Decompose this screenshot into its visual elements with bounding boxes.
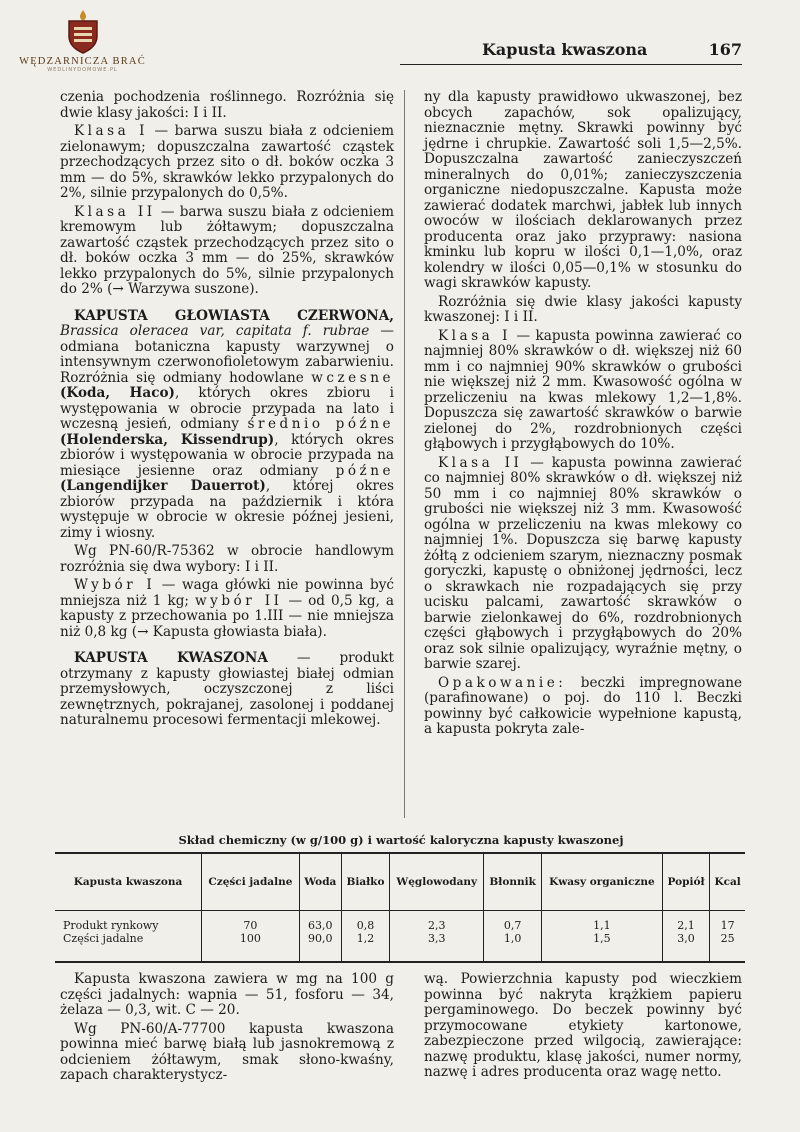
entry-kapusta-czerwona: KAPUSTA GŁOWIASTA CZERWONA, Brassica oleracea var, capitata f. rubrae — odmiana botaniczna kapusty warzywnej o intensywnym czerwonofioletowym zabarwieniu. Rozróżnia się odmiany hodowlane wczesne (Koda, Haco), których okres zbioru i występowania w obrocie przypada na lato i wczesną jesień, odmiany średnio późne (Holenderska, Kissendrup), których okres zbiorów i występowania w obrocie przypada na miesiące jesienne oraz odmiany późne (Langendijker Dauerrot), której okres zbiorów przypada na październik i która występuje w obrocie w okresie późnej jesieni, zimy i wiosny. [60,307,395,541]
paragraph: ny dla kapusty prawidłowo ukwaszonej, bez obcych zapachów, sok opalizujący, nieznacznie mętny. Skrawki powinny być jędrne i chrupkie. Zawartość soli 1,5—2,5%. Dopuszczalna zawartość zanieczyszczeń mineralnych do 0,01%; zanieczyszczenia organiczne niedopuszczalne. Kapusta może zawierać dodatek marchwi, jabłek lub innych owoców w ilościach deklarowanych przez producenta oraz jako przyprawy: nasiona kminku lub kopru w ilości 0,1—1,0%, oraz kolendry w ilości 0,05—0,1% w stosunku do wagi skrawków kapusty. [424,89,742,291]
composition-table [55,852,745,963]
table-header: Kwasy organiczne [541,853,662,911]
table-header: Kcal [710,853,745,911]
class-label: Klasa I [438,327,512,344]
paragraph: Klasa II — kapusta powinna zawierać co najmniej 80% skrawków o dł. większej niż 50 mm i co najmniej 80% skrawków o grubości nie większej niż 3 mm. Kwasowość ogólna w przeliczeniu na kwas mlekowy co najmniej 1%. Dopuszcza się barwę kapusty żółtą z odcieniem szarym, nieznaczny posmak goryczki, kapustę o obniżonej jędrności, lecz o skrawkach nie rozpadających się przy ucisku palcami, zawartość skrawków o barwie zielonkawej do 6%, rozdrobnionych części głąbowych i przygłąbowych do 20% oraz sok silnie opalizujący, wyraźnie mętny, o barwie szarej. [424,454,742,672]
table-cell: 2,1 3,0 [662,911,709,963]
table-header: Błonnik [484,853,541,911]
bottom-left-column [60,972,394,1087]
table-cell: 17 25 [710,911,745,963]
class-label: Klasa II [74,203,156,220]
paragraph: Rozróżnia się dwie klasy jakości kapusty kwaszonej: I i II. [424,293,742,325]
running-head [482,40,742,59]
header-rule [400,64,742,65]
table-header: Białko [341,853,389,911]
table-cell: 0,7 1,0 [484,911,541,963]
table-header: Węglowodany [390,853,484,911]
table-cell: 63,0 90,0 [299,911,341,963]
paragraph: Klasa II — barwa suszu biała z odcieniem kremowym lub żółtawym; dopuszczalna zawartość cząstek przechodzących przez sito o dł. boków oczka 3 mm — do 25%, skrawków lekko przypalonych do 5%, silnie przypalonych do 2% (→ Warzywa suszone). [60,203,394,297]
entry-term: KAPUSTA KWASZONA [74,650,268,666]
right-column [424,90,742,741]
entry-kapusta-kwaszona: KAPUSTA KWASZONA — produkt otrzymany z kapusty głowiastej białej odmian przemysłowych, oczyszczonej z liści zewnętrznych, pokrajanej, zasolonej i poddanej naturalnemu procesowi fermentacji mlekowej. [60,650,395,728]
table-caption: Skład chemiczny (w g/100 g) i wartość kaloryczna kapusty kwaszonej [178,833,624,847]
paragraph: Wg PN-60/R-75362 w obrocie handlowym rozróżnia się dwa wybory: I i II. [60,543,394,575]
table-header-row [55,853,745,911]
paragraph: Klasa I — kapusta powinna zawierać co najmniej 80% skrawków o dł. większej niż 60 mm i co najmniej 90% skrawków o grubości nie większej niż 2 mm. Kwasowość ogólna w przeliczeniu na kwas mlekowy 1,2—1,8%. Dopuszcza się zawartość skrawków o barwie zielonej do 2%, rozdrobnionych części głąbowych i przygłąbowych do 10%. [424,327,742,452]
entry-term: KAPUSTA GŁOWIASTA CZERWONA, [74,307,394,324]
left-column [60,90,394,732]
table-header: Woda [299,853,341,911]
class-label: Klasa II [438,454,523,471]
class-label: Klasa I [74,123,149,139]
paragraph: Wybór I — waga główki nie powinna być mniejsza niż 1 kg; wybór II — od 0,5 kg, a kapusty z przechowania po 1.III — nie mniejsza niż 0,8 kg (→ Kapusta głowiasta biała). [60,577,395,640]
site-logo [10,8,155,86]
table-cell: 0,8 1,2 [341,911,389,963]
crest-icon [63,8,103,54]
table-header: Kapusta kwaszona [55,853,202,911]
table-row [55,911,745,963]
paragraph: Kapusta kwaszona zawiera w mg na 100 g części jadalnych: wapnia — 51, fosforu — 34, żelaza — 0,3, wit. C — 20. [60,971,394,1018]
paragraph: czenia pochodzenia roślinnego. Rozróżnia się dwie klasy jakości: I i II. [60,89,394,121]
column-rule [404,90,405,818]
logo-subtitle: WEDLINYDOMOWE.PL [47,67,118,73]
table-cell: 70 100 [202,911,300,963]
table-cell: 2,3 3,3 [390,911,484,963]
bottom-right-column [424,972,742,1084]
logo-name: WĘDZARNICZA BRAĆ [19,56,146,67]
page-title: Kapusta kwaszona [482,40,648,59]
table-header: Części jadalne [202,853,300,911]
packaging-label: Opakowanie: [438,674,567,691]
page-number: 167 [708,40,742,59]
row-labels: Produkt rynkowy Części jadalne [55,911,202,963]
paragraph: Klasa I — barwa suszu biała z odcieniem zielonawym; dopuszczalna zawartość cząstek przechodzących przez sito o dł. boków oczka 3 mm — do 5%, skrawków lekko przypalonych do 2%, silnie przypalonych do 0,5%. [60,123,394,201]
latin-name: Brassica oleracea var, capitata f. rubrae [60,323,370,339]
paragraph: Wg PN-60/A-77700 kapusta kwaszona powinna mieć barwę białą lub jasnokremową z odcieniem żółtawym, smak słono-kwaśny, zapach charakterystycz- [60,1020,394,1083]
table-cell: 1,1 1,5 [541,911,662,963]
table-header: Popiół [662,853,709,911]
paragraph: wą. Powierzchnia kapusty pod wieczkiem powinna być nakryta krążkiem papieru pergaminowego. Do beczek powinny być przymocowane etykiety kartonowe, zabezpieczone przed wilgocią, zawierające: nazwę produktu, klasę jakości, numer normy, nazwę i adres producenta oraz wagę netto. [424,971,742,1080]
paragraph: Opakowanie: beczki impregnowane (parafinowane) o poj. do 110 l. Beczki powinny być całkowicie wypełnione kapustą, a kapusta pokryta zale- [424,674,742,737]
